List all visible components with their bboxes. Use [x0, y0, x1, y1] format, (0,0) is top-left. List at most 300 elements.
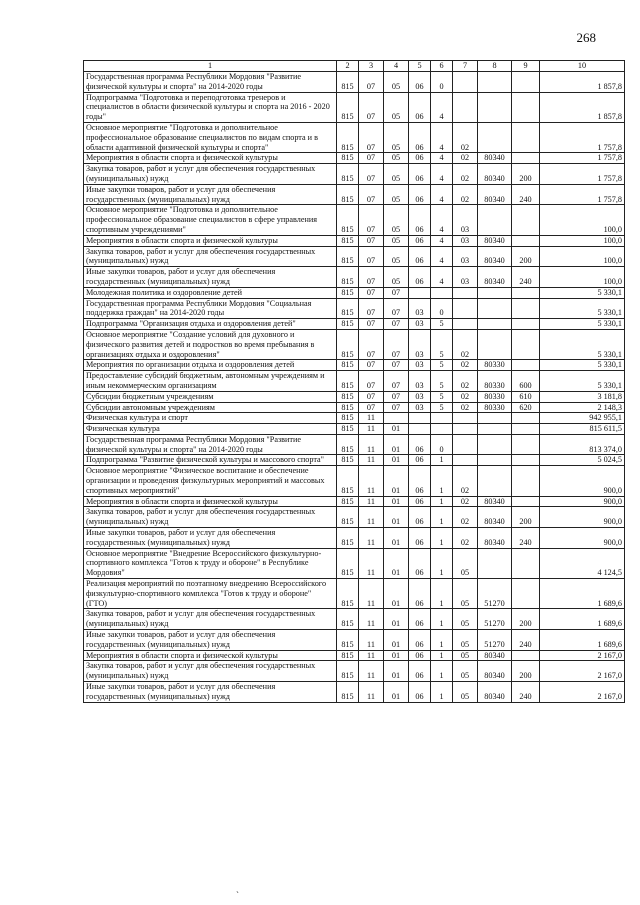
- amount-cell: 5 330,1: [540, 360, 625, 371]
- amount-cell: 1 689,6: [540, 579, 625, 609]
- amount-cell: 5 024,5: [540, 455, 625, 466]
- row-name-cell: Предоставление субсидий бюджетным, автономным учреждениям и иным некоммерческим организациям: [84, 371, 337, 392]
- code-cell: 06: [409, 164, 431, 185]
- code-cell: 03: [453, 246, 478, 267]
- code-cell: 03: [453, 267, 478, 288]
- code-cell: 07: [359, 287, 384, 298]
- amount-cell: 2 167,0: [540, 650, 625, 661]
- code-cell: [512, 466, 540, 496]
- code-cell: 4: [431, 184, 453, 205]
- code-cell: [512, 205, 540, 235]
- row-name-cell: Основное мероприятие "Создание условий для духовного и физического развития детей и подростков во время пребывания в организациях отдыха и оздоровления": [84, 329, 337, 359]
- code-cell: [453, 455, 478, 466]
- code-cell: 06: [409, 434, 431, 455]
- code-cell: 05: [384, 72, 409, 93]
- amount-cell: 5 330,1: [540, 319, 625, 330]
- code-cell: 80340: [478, 650, 512, 661]
- amount-cell: 900,0: [540, 528, 625, 549]
- code-cell: [384, 413, 409, 424]
- row-name-cell: Закупка товаров, работ и услуг для обеспечения государственных (муниципальных) нужд: [84, 164, 337, 185]
- code-cell: [453, 424, 478, 435]
- code-cell: 815: [337, 661, 359, 682]
- row-name-cell: Мероприятия в области спорта и физической культуры: [84, 650, 337, 661]
- code-cell: [478, 424, 512, 435]
- code-cell: 01: [384, 424, 409, 435]
- code-cell: 06: [409, 184, 431, 205]
- code-cell: [512, 496, 540, 507]
- code-cell: [453, 319, 478, 330]
- code-cell: 07: [359, 371, 384, 392]
- code-cell: 07: [359, 122, 384, 152]
- code-cell: 03: [409, 371, 431, 392]
- code-cell: 11: [359, 661, 384, 682]
- code-cell: 06: [409, 72, 431, 93]
- code-cell: 05: [384, 153, 409, 164]
- code-cell: [478, 72, 512, 93]
- table-row: [84, 153, 625, 164]
- row-name-cell: Основное мероприятие "Внедрение Всероссийского физкультурно-спортивного комплекса "Готов к труду и обороне" в Республике Мордовия": [84, 548, 337, 578]
- code-cell: 240: [512, 528, 540, 549]
- code-cell: 01: [384, 609, 409, 630]
- column-header: 10: [540, 61, 625, 72]
- code-cell: 80340: [478, 496, 512, 507]
- table-row: [84, 466, 625, 496]
- code-cell: 4: [431, 92, 453, 122]
- table-row: [84, 329, 625, 359]
- amount-cell: 1 757,8: [540, 184, 625, 205]
- code-cell: 815: [337, 360, 359, 371]
- row-name-cell: Закупка товаров, работ и услуг для обеспечения государственных (муниципальных) нужд: [84, 661, 337, 682]
- code-cell: [512, 424, 540, 435]
- code-cell: 610: [512, 391, 540, 402]
- code-cell: [478, 329, 512, 359]
- code-cell: 02: [453, 496, 478, 507]
- table-row: [84, 72, 625, 93]
- code-cell: 05: [384, 246, 409, 267]
- code-cell: 0: [431, 434, 453, 455]
- row-name-cell: Основное мероприятие "Физическое воспитание и обеспечение организации и проведения физкультурных мероприятий и массовых спортивных мероприятий": [84, 466, 337, 496]
- table-row: [84, 579, 625, 609]
- code-cell: 1: [431, 682, 453, 703]
- code-cell: 07: [384, 298, 409, 319]
- column-header: 8: [478, 61, 512, 72]
- code-cell: 06: [409, 122, 431, 152]
- code-cell: 06: [409, 528, 431, 549]
- row-name-cell: Физическая культура и спорт: [84, 413, 337, 424]
- code-cell: [512, 548, 540, 578]
- code-cell: [453, 298, 478, 319]
- amount-cell: 100,0: [540, 205, 625, 235]
- code-cell: 07: [384, 371, 409, 392]
- code-cell: 01: [384, 434, 409, 455]
- amount-cell: 1 757,8: [540, 164, 625, 185]
- code-cell: 01: [384, 496, 409, 507]
- table-row: [84, 184, 625, 205]
- code-cell: 815: [337, 579, 359, 609]
- row-name-cell: Закупка товаров, работ и услуг для обеспечения государственных (муниципальных) нужд: [84, 609, 337, 630]
- table-row: [84, 298, 625, 319]
- code-cell: [512, 235, 540, 246]
- table-row: [84, 235, 625, 246]
- code-cell: [453, 72, 478, 93]
- code-cell: [478, 434, 512, 455]
- table-row: [84, 548, 625, 578]
- code-cell: 05: [384, 235, 409, 246]
- code-cell: 815: [337, 92, 359, 122]
- code-cell: 03: [409, 391, 431, 402]
- code-cell: 11: [359, 650, 384, 661]
- amount-cell: 1 689,6: [540, 609, 625, 630]
- table-row: [84, 371, 625, 392]
- amount-cell: 900,0: [540, 496, 625, 507]
- code-cell: [512, 298, 540, 319]
- code-cell: 815: [337, 650, 359, 661]
- row-name-cell: Основное мероприятие "Подготовка и дополнительное профессиональное образование специалистов в сфере управления спортивным учреждениями": [84, 205, 337, 235]
- code-cell: [512, 153, 540, 164]
- code-cell: 01: [384, 528, 409, 549]
- amount-cell: 2 167,0: [540, 682, 625, 703]
- code-cell: 07: [359, 235, 384, 246]
- code-cell: 02: [453, 164, 478, 185]
- row-name-cell: Подпрограмма "Подготовка и переподготовка тренеров и специалистов в области физической культуры и спорта на 2016 - 2020 годы": [84, 92, 337, 122]
- table-row: [84, 682, 625, 703]
- table-row: [84, 246, 625, 267]
- code-cell: 07: [384, 402, 409, 413]
- amount-cell: 100,0: [540, 267, 625, 288]
- code-cell: 200: [512, 661, 540, 682]
- code-cell: 02: [453, 507, 478, 528]
- code-cell: 05: [384, 92, 409, 122]
- code-cell: [478, 287, 512, 298]
- row-name-cell: Иные закупки товаров, работ и услуг для обеспечения государственных (муниципальных) нужд: [84, 267, 337, 288]
- code-cell: 06: [409, 153, 431, 164]
- code-cell: 815: [337, 287, 359, 298]
- code-cell: 06: [409, 466, 431, 496]
- amount-cell: 900,0: [540, 507, 625, 528]
- amount-cell: 2 148,3: [540, 402, 625, 413]
- code-cell: 11: [359, 682, 384, 703]
- code-cell: 11: [359, 434, 384, 455]
- code-cell: [512, 329, 540, 359]
- code-cell: 07: [359, 164, 384, 185]
- row-name-cell: Субсидии автономным учреждениям: [84, 402, 337, 413]
- column-header: 2: [337, 61, 359, 72]
- code-cell: 06: [409, 579, 431, 609]
- code-cell: 07: [359, 246, 384, 267]
- code-cell: 01: [384, 507, 409, 528]
- code-cell: 815: [337, 466, 359, 496]
- code-cell: 5: [431, 319, 453, 330]
- code-cell: [478, 319, 512, 330]
- code-cell: 11: [359, 630, 384, 651]
- code-cell: 11: [359, 548, 384, 578]
- code-cell: 06: [409, 609, 431, 630]
- table-row: [84, 402, 625, 413]
- code-cell: 815: [337, 267, 359, 288]
- code-cell: [409, 287, 431, 298]
- code-cell: 80340: [478, 661, 512, 682]
- code-cell: 01: [384, 630, 409, 651]
- code-cell: 07: [359, 72, 384, 93]
- code-cell: 01: [384, 650, 409, 661]
- code-cell: 80340: [478, 507, 512, 528]
- code-cell: 200: [512, 609, 540, 630]
- code-cell: 07: [359, 391, 384, 402]
- row-name-cell: Государственная программа Республики Мордовия "Социальная поддержка граждан" на 2014-2020 годы: [84, 298, 337, 319]
- column-header: 3: [359, 61, 384, 72]
- amount-cell: 5 330,1: [540, 329, 625, 359]
- code-cell: 815: [337, 184, 359, 205]
- code-cell: 1: [431, 466, 453, 496]
- row-name-cell: Мероприятия в области спорта и физической культуры: [84, 153, 337, 164]
- code-cell: 05: [453, 609, 478, 630]
- code-cell: 200: [512, 246, 540, 267]
- budget-table: [83, 60, 625, 703]
- amount-cell: 815 611,5: [540, 424, 625, 435]
- code-cell: 01: [384, 466, 409, 496]
- code-cell: 06: [409, 496, 431, 507]
- code-cell: 07: [359, 329, 384, 359]
- code-cell: 02: [453, 360, 478, 371]
- code-cell: 02: [453, 391, 478, 402]
- code-cell: 06: [409, 682, 431, 703]
- code-cell: 815: [337, 329, 359, 359]
- code-cell: 07: [359, 267, 384, 288]
- amount-cell: 1 757,8: [540, 153, 625, 164]
- budget-table-container: [83, 60, 624, 703]
- code-cell: 03: [409, 298, 431, 319]
- code-cell: [453, 413, 478, 424]
- code-cell: 05: [453, 650, 478, 661]
- code-cell: 1: [431, 548, 453, 578]
- code-cell: 815: [337, 122, 359, 152]
- table-row: [84, 205, 625, 235]
- table-row: [84, 424, 625, 435]
- code-cell: 815: [337, 434, 359, 455]
- row-name-cell: Реализация мероприятий по поэтапному внедрению Всероссийского физкультурно-спортивного комплекса "Готов к труду и обороне" (ГТО): [84, 579, 337, 609]
- code-cell: [512, 360, 540, 371]
- code-cell: 4: [431, 122, 453, 152]
- code-cell: 240: [512, 267, 540, 288]
- code-cell: 06: [409, 630, 431, 651]
- code-cell: 815: [337, 528, 359, 549]
- code-cell: [478, 92, 512, 122]
- code-cell: 07: [384, 360, 409, 371]
- row-name-cell: Государственная программа Республики Мордовия "Развитие физической культуры и спорта" на 2014-2020 годы: [84, 434, 337, 455]
- code-cell: 0: [431, 298, 453, 319]
- code-cell: 05: [453, 661, 478, 682]
- code-cell: 06: [409, 246, 431, 267]
- column-header: 5: [409, 61, 431, 72]
- table-row: [84, 413, 625, 424]
- row-name-cell: Закупка товаров, работ и услуг для обеспечения государственных (муниципальных) нужд: [84, 246, 337, 267]
- code-cell: 5: [431, 329, 453, 359]
- code-cell: [409, 413, 431, 424]
- code-cell: 815: [337, 402, 359, 413]
- code-cell: 05: [453, 579, 478, 609]
- code-cell: 80340: [478, 267, 512, 288]
- code-cell: 05: [453, 630, 478, 651]
- amount-cell: 2 167,0: [540, 661, 625, 682]
- amount-cell: 5 330,1: [540, 371, 625, 392]
- amount-cell: 1 757,8: [540, 122, 625, 152]
- row-name-cell: Закупка товаров, работ и услуг для обеспечения государственных (муниципальных) нужд: [84, 507, 337, 528]
- code-cell: 02: [453, 371, 478, 392]
- footer-mark: `: [236, 890, 239, 900]
- code-cell: [512, 122, 540, 152]
- code-cell: 11: [359, 455, 384, 466]
- code-cell: 240: [512, 630, 540, 651]
- code-cell: 5: [431, 371, 453, 392]
- amount-cell: 100,0: [540, 246, 625, 267]
- table-row: [84, 122, 625, 152]
- row-name-cell: Физическая культура: [84, 424, 337, 435]
- code-cell: 05: [384, 164, 409, 185]
- code-cell: [512, 287, 540, 298]
- code-cell: 4: [431, 235, 453, 246]
- code-cell: [512, 319, 540, 330]
- code-cell: 815: [337, 391, 359, 402]
- code-cell: [512, 455, 540, 466]
- code-cell: [512, 92, 540, 122]
- amount-cell: 900,0: [540, 466, 625, 496]
- row-name-cell: Иные закупки товаров, работ и услуг для обеспечения государственных (муниципальных) нужд: [84, 184, 337, 205]
- code-cell: 07: [384, 319, 409, 330]
- code-cell: 815: [337, 496, 359, 507]
- code-cell: 06: [409, 455, 431, 466]
- code-cell: 815: [337, 630, 359, 651]
- code-cell: 815: [337, 371, 359, 392]
- code-cell: 815: [337, 413, 359, 424]
- code-cell: 07: [359, 319, 384, 330]
- code-cell: 11: [359, 424, 384, 435]
- code-cell: 11: [359, 609, 384, 630]
- code-cell: [409, 424, 431, 435]
- column-header: 7: [453, 61, 478, 72]
- code-cell: 815: [337, 164, 359, 185]
- amount-cell: 3 181,8: [540, 391, 625, 402]
- amount-cell: 5 330,1: [540, 298, 625, 319]
- code-cell: 815: [337, 319, 359, 330]
- code-cell: [512, 72, 540, 93]
- table-header-row: [84, 61, 625, 72]
- code-cell: 11: [359, 507, 384, 528]
- code-cell: 05: [384, 267, 409, 288]
- code-cell: 600: [512, 371, 540, 392]
- code-cell: 07: [359, 205, 384, 235]
- code-cell: 4: [431, 246, 453, 267]
- row-name-cell: Иные закупки товаров, работ и услуг для обеспечения государственных (муниципальных) нужд: [84, 630, 337, 651]
- column-header: 1: [84, 61, 337, 72]
- code-cell: 815: [337, 455, 359, 466]
- code-cell: 03: [453, 205, 478, 235]
- code-cell: 5: [431, 391, 453, 402]
- row-name-cell: Государственная программа Республики Мордовия "Развитие физической культуры и спорта" на 2014-2020 годы: [84, 72, 337, 93]
- code-cell: 80340: [478, 246, 512, 267]
- code-cell: 815: [337, 246, 359, 267]
- code-cell: 51270: [478, 609, 512, 630]
- table-row: [84, 455, 625, 466]
- amount-cell: 813 374,0: [540, 434, 625, 455]
- code-cell: 815: [337, 424, 359, 435]
- amount-cell: 5 330,1: [540, 287, 625, 298]
- code-cell: [431, 287, 453, 298]
- code-cell: 4: [431, 164, 453, 185]
- code-cell: 1: [431, 650, 453, 661]
- code-cell: 05: [453, 548, 478, 578]
- code-cell: 11: [359, 466, 384, 496]
- code-cell: 1: [431, 630, 453, 651]
- code-cell: 02: [453, 184, 478, 205]
- amount-cell: 1 857,8: [540, 72, 625, 93]
- table-row: [84, 507, 625, 528]
- code-cell: 02: [453, 153, 478, 164]
- code-cell: 03: [409, 360, 431, 371]
- code-cell: 80340: [478, 682, 512, 703]
- code-cell: 80340: [478, 184, 512, 205]
- table-row: [84, 391, 625, 402]
- code-cell: 80340: [478, 164, 512, 185]
- code-cell: 4: [431, 153, 453, 164]
- code-cell: [512, 434, 540, 455]
- code-cell: 620: [512, 402, 540, 413]
- code-cell: 05: [384, 184, 409, 205]
- code-cell: 05: [384, 205, 409, 235]
- code-cell: 07: [384, 287, 409, 298]
- code-cell: 200: [512, 507, 540, 528]
- code-cell: [478, 298, 512, 319]
- code-cell: 06: [409, 507, 431, 528]
- code-cell: 1: [431, 661, 453, 682]
- code-cell: [431, 424, 453, 435]
- row-name-cell: Иные закупки товаров, работ и услуг для обеспечения государственных (муниципальных) нужд: [84, 528, 337, 549]
- code-cell: 01: [384, 455, 409, 466]
- code-cell: [478, 466, 512, 496]
- code-cell: 240: [512, 682, 540, 703]
- code-cell: 0: [431, 72, 453, 93]
- code-cell: 815: [337, 507, 359, 528]
- code-cell: 07: [359, 184, 384, 205]
- code-cell: 06: [409, 650, 431, 661]
- code-cell: 815: [337, 153, 359, 164]
- table-row: [84, 630, 625, 651]
- row-name-cell: Молодежная политика и оздоровление детей: [84, 287, 337, 298]
- code-cell: 11: [359, 413, 384, 424]
- code-cell: 05: [453, 682, 478, 703]
- amount-cell: 1 689,6: [540, 630, 625, 651]
- code-cell: 51270: [478, 630, 512, 651]
- code-cell: 11: [359, 528, 384, 549]
- amount-cell: 1 857,8: [540, 92, 625, 122]
- code-cell: [453, 287, 478, 298]
- row-name-cell: Субсидии бюджетным учреждениям: [84, 391, 337, 402]
- table-body: [84, 72, 625, 703]
- code-cell: 06: [409, 235, 431, 246]
- code-cell: 80330: [478, 371, 512, 392]
- code-cell: 1: [431, 507, 453, 528]
- code-cell: 815: [337, 609, 359, 630]
- code-cell: 4: [431, 205, 453, 235]
- code-cell: [512, 650, 540, 661]
- code-cell: 01: [384, 579, 409, 609]
- code-cell: 06: [409, 548, 431, 578]
- code-cell: [512, 413, 540, 424]
- code-cell: 1: [431, 609, 453, 630]
- code-cell: 200: [512, 164, 540, 185]
- code-cell: 815: [337, 205, 359, 235]
- amount-cell: 4 124,5: [540, 548, 625, 578]
- code-cell: [478, 548, 512, 578]
